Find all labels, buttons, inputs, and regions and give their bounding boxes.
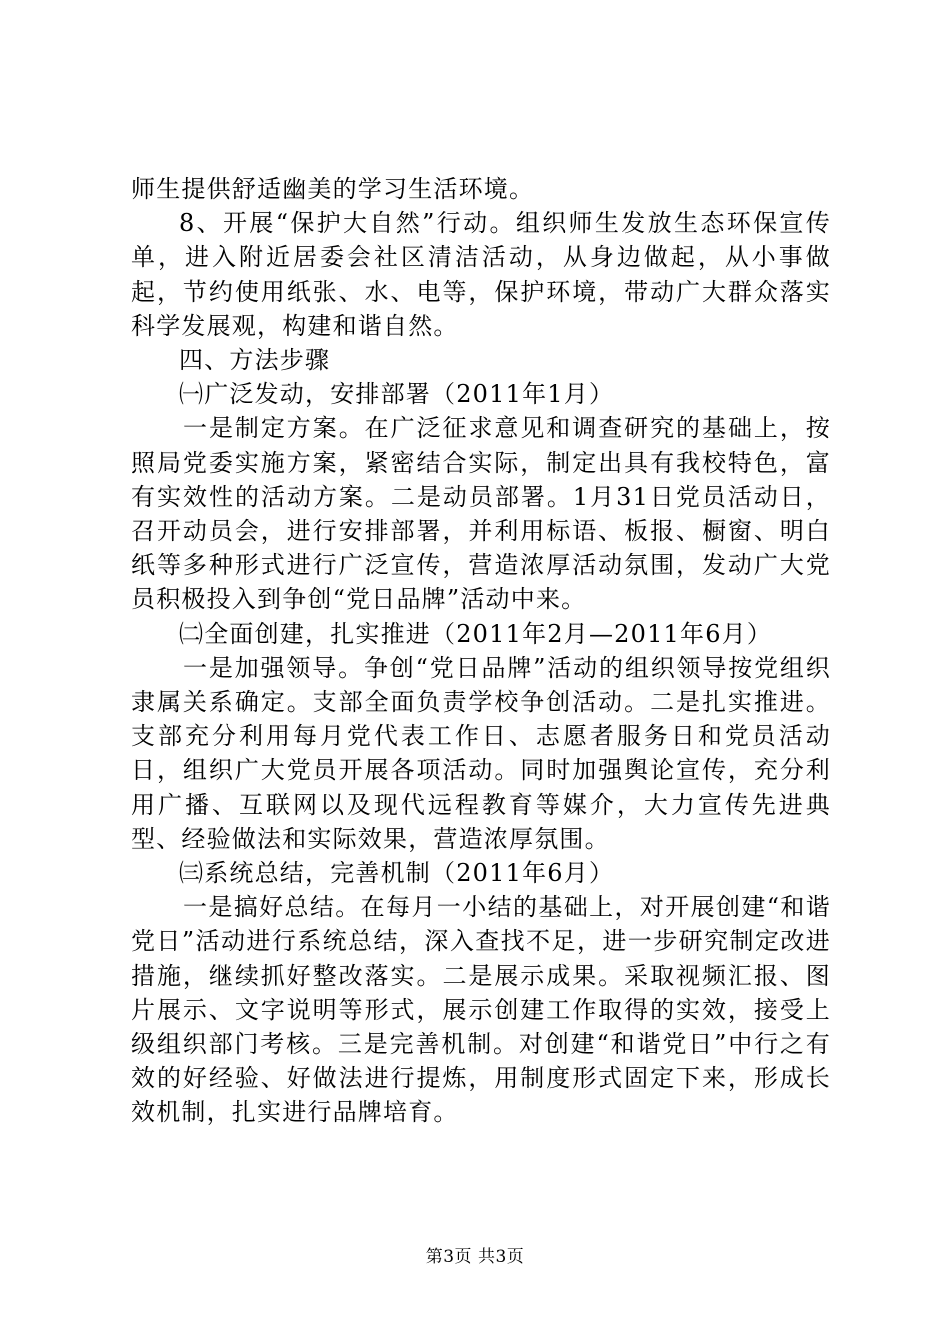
section-heading-methods: 四、方法步骤 xyxy=(179,346,331,375)
document-body xyxy=(131,172,831,1130)
paragraph-item-8: 8、开展“保护大自然”行动。组织师生发放生态环保宣传单，进入附近居委会社区清洁活动，从身边做起，从小事做起，节约使用纸张、水、电等，保护环境，带动广大群众落实科学发展观，构建和谐自然。 xyxy=(131,209,831,340)
paragraph-step-3: 一是搞好总结。在每月一小结的基础上，对开展创建“和谐党日”活动进行系统总结，深入查找不足，进一步研究制定改进措施，继续抓好整改落实。二是展示成果。采取视频汇报、图片展示、文字说明等形式，展示创建工作取得的实效，接受上级组织部门考核。三是完善机制。对创建“和谐党日”中行之有效的好经验、好做法进行提炼，用制度形式固定下来，形成长效机制，扎实进行品牌培育。 xyxy=(131,893,831,1127)
subheading-step-3: ㈢系统总结，完善机制（2011年6月） xyxy=(179,859,615,888)
paragraph-continuation: 师生提供舒适幽美的学习生活环境。 xyxy=(131,175,535,203)
page-footer: 第3页 共3页 xyxy=(425,1247,525,1267)
paragraph-step-2: 一是加强领导。争创“党日品牌”活动的组织领导按党组织隶属关系确定。支部全面负责学校争创活动。二是扎实推进。支部充分利用每月党代表工作日、志愿者服务日和党员活动日，组织广大党员开展各项活动。同时加强舆论宣传，充分利用广播、互联网以及现代远程教育等媒介，大力宣传先进典型、经验做法和实际效果，营造浓厚氛围。 xyxy=(131,653,831,853)
subheading-step-1: ㈠广泛发动，安排部署（2011年1月） xyxy=(179,380,615,409)
subheading-step-2: ㈡全面创建，扎实推进（2011年2月—2011年6月） xyxy=(179,619,773,648)
paragraph-step-1: 一是制定方案。在广泛征求意见和调查研究的基础上，按照局党委实施方案，紧密结合实际，制定出具有我校特色，富有实效性的活动方案。二是动员部署。1月31日党员活动日，召开动员会，进行安排部署，并利用标语、板报、橱窗、明白纸等多种形式进行广泛宣传，营造浓厚活动氛围，发动广大党员积极投入到争创“党日品牌”活动中来。 xyxy=(131,414,831,614)
